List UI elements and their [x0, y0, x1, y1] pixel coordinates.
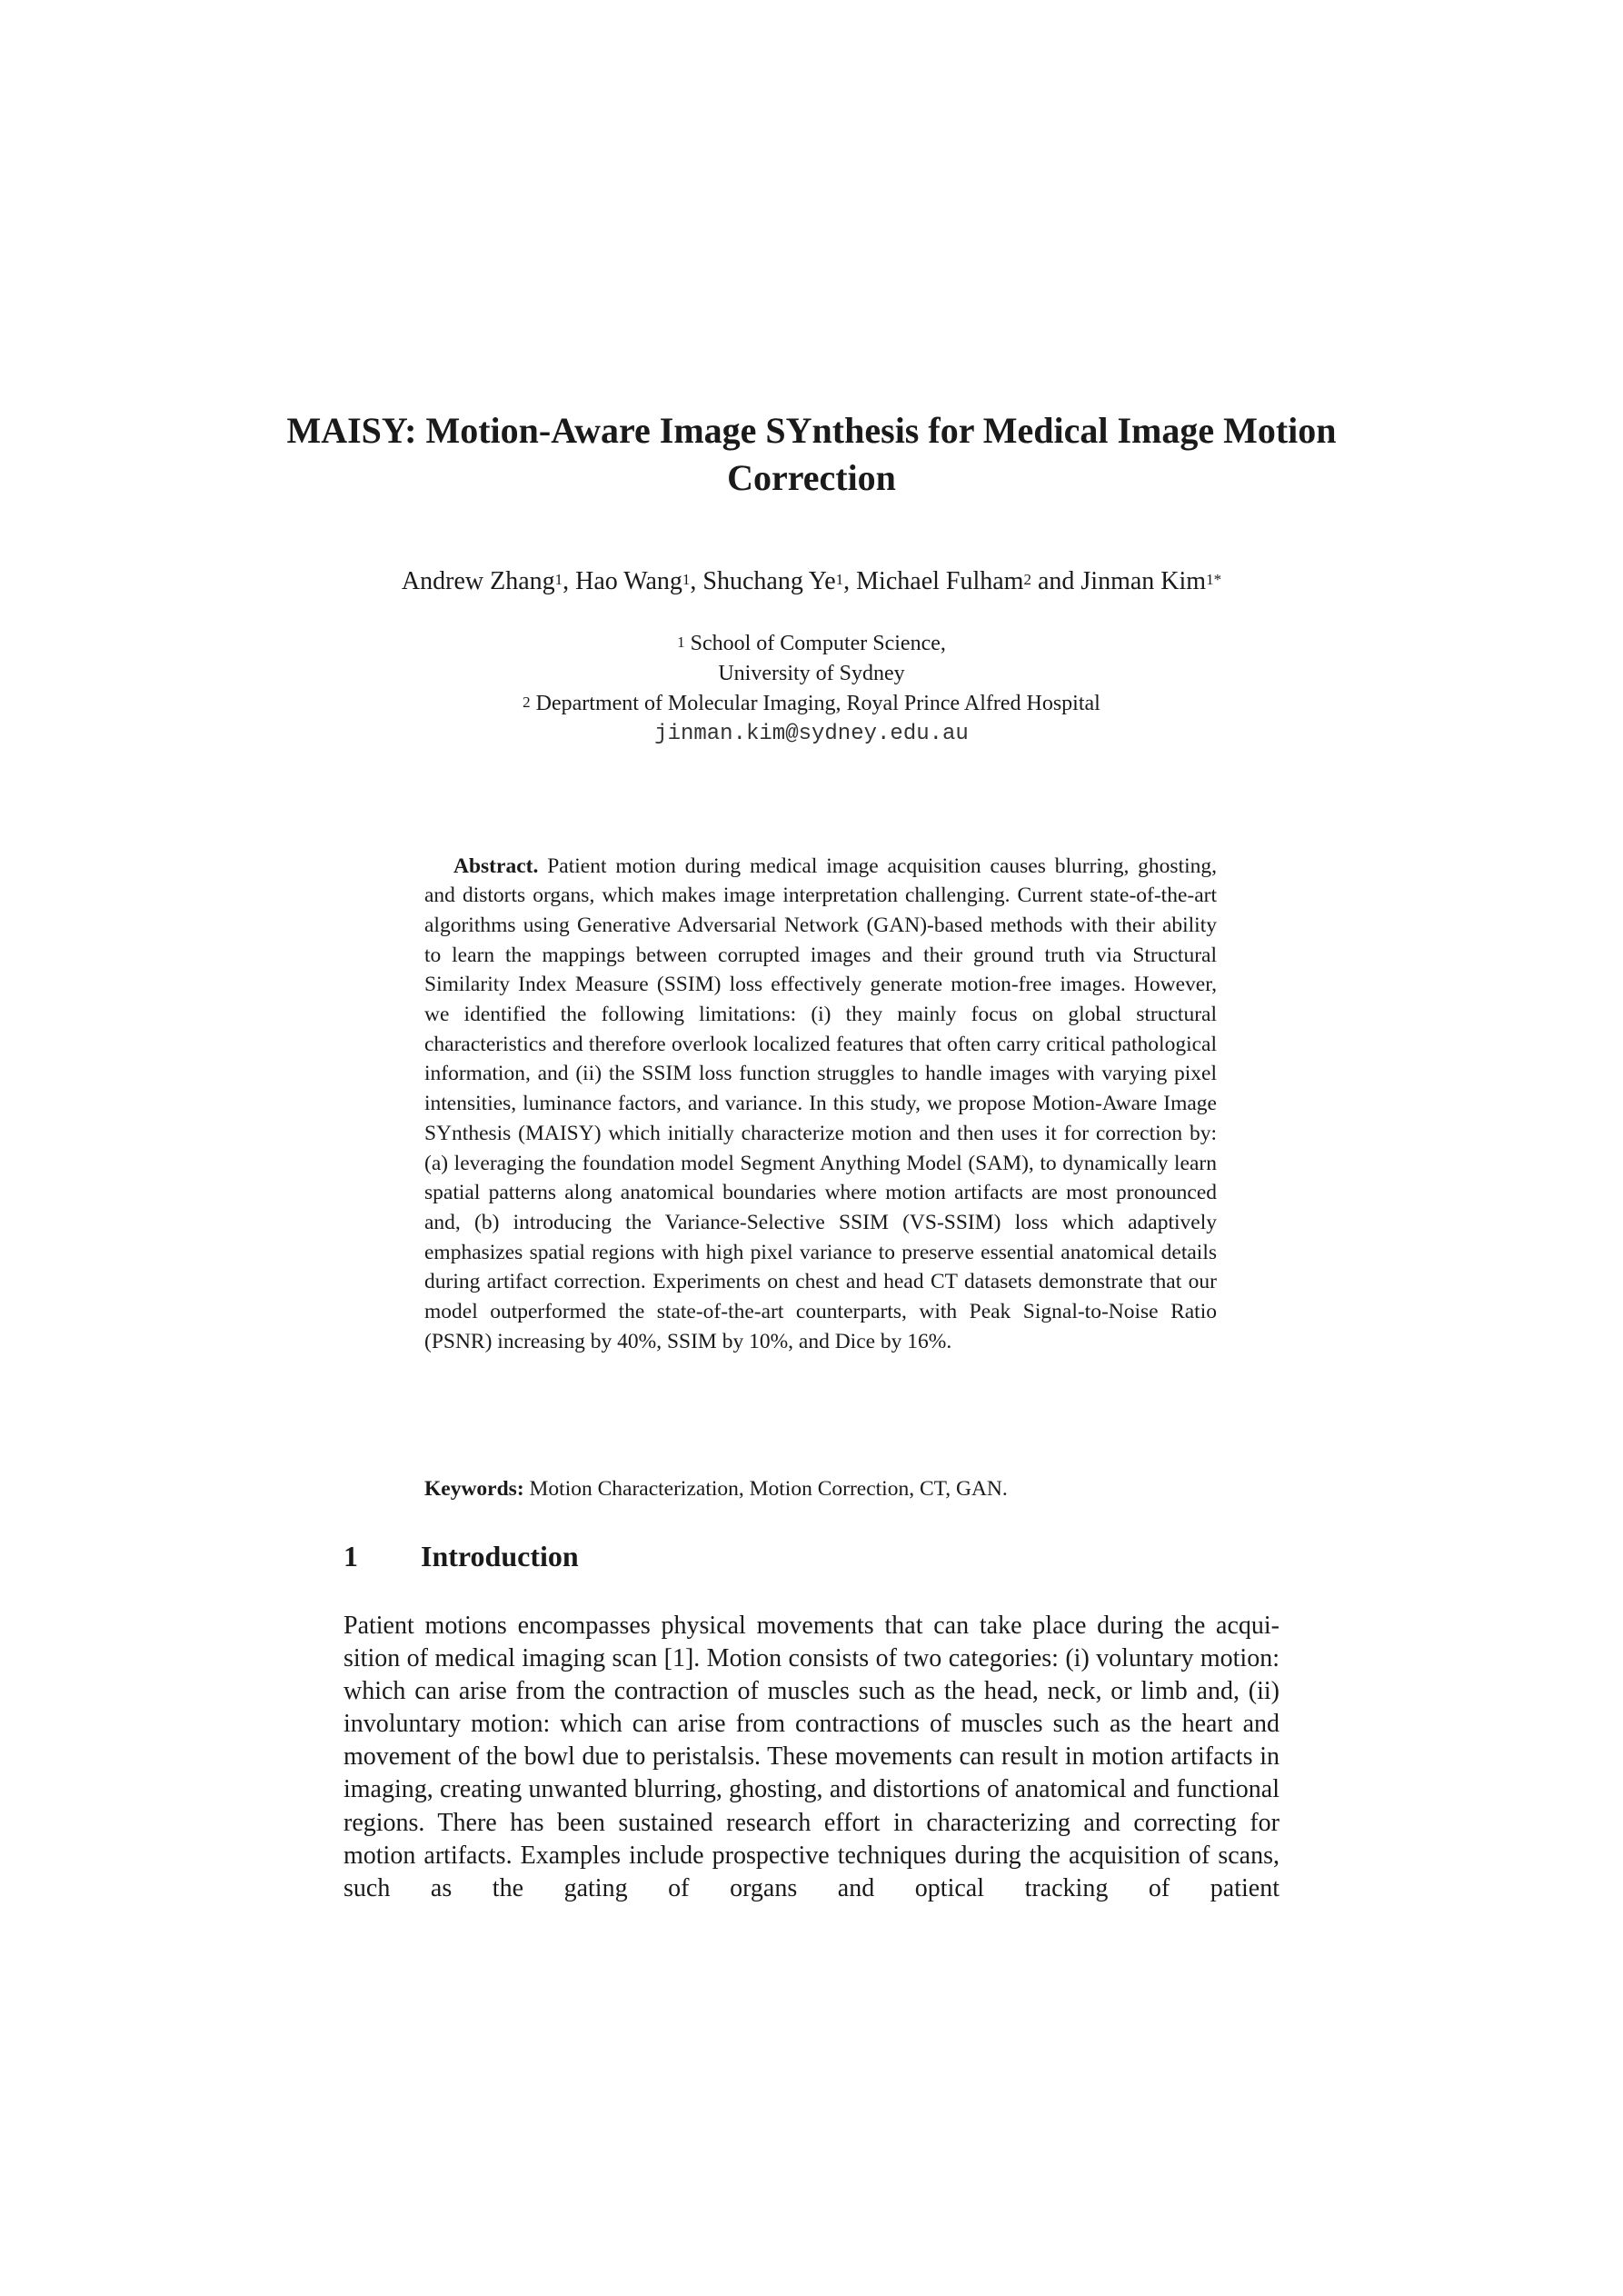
- affiliation-line: $^1$ School of Computer Science,: [677, 632, 946, 655]
- author-affiliation-mark: 1: [835, 571, 844, 588]
- author: Michael Fulham$^2$ and: [856, 567, 1081, 595]
- affiliation-line: University of Sydney: [718, 662, 905, 685]
- author: Hao Wang$^1$,: [575, 567, 703, 595]
- author-list: [273, 565, 1350, 598]
- affiliation-line: $^2$ Department of Molecular Imaging, Royal Prince Alfred Hospital: [523, 692, 1100, 715]
- section-title: Introduction: [421, 1540, 579, 1572]
- section-number: 1: [344, 1540, 358, 1572]
- keywords: [424, 1474, 1217, 1503]
- introduction-body: Patient motions encompasses physical movements that can take place during the acquisition of medical imaging scan [1]. Motion consists of two categories: (i) voluntary motion: which can arise from the contraction of muscles such as the head, neck, or limb and, (ii) involuntary motion: which can arise from contractions of muscles such as the heart and movement of the bowl due to peristalsis. These movements can result in motion artifacts in imaging, creating unwanted blurring, ghosting, and distortions of anatomical and functional regions. There has been sustained research effort in characterizing and correcting for motion artifacts. Examples include prospective techniques during the acquisition of scans, such as the gating of organs and optical tracking of patient: [344, 1612, 1279, 1902]
- keywords-label: Keywords:: [424, 1476, 524, 1501]
- paper-title: MAISY: Motion-Aware Image SYnthesis for Medical Image Motion Correction: [286, 410, 1337, 498]
- author-affiliation-mark: 1: [682, 571, 691, 588]
- section-heading-introduction: [344, 1538, 579, 1574]
- abstract: [424, 852, 1217, 1357]
- author: Shuchang Ye$^1$,: [702, 567, 857, 595]
- abstract-label: Abstract.: [453, 854, 539, 878]
- author: Andrew Zhang$^1$,: [401, 567, 576, 595]
- abstract-text: Patient motion during medical image acquisition causes blurring, ghosting, and distorts organs, which makes image interpretation challenging. Current state-of-the-art algorithms using Generative Adversarial Network (GAN)-based methods with their ability to learn the mappings between corrupted images and their ground truth via Structural Similarity Index Measure (SSIM) loss effectively generate motion-free images. However, we identified the following limitations: (i) they mainly focus on global structural characteristics and therefore overlook localized features that often carry critical pathological information, and (ii) the SSIM loss function struggles to handle images with varying pixel intensities, luminance factors, and variance. In this study, we propose Motion-Aware Image SYnthesis (MAISY) which initially characterize motion and then uses it for correction by: (a) leveraging the foundation model Segment Anything Model (SAM), to dynamically learn spatial patterns along anatomical boundaries where motion artifacts are most pronounced and, (b) introducing the Variance-Selective SSIM (VS-SSIM) loss which adaptively emphasizes spatial regions with high pixel variance to preserve essential anatomical details during artifact correction. Experiments on chest and head CT datasets demonstrate that our model outperformed the state-of-the-art counterparts, with Peak Signal-to-Noise Ratio (PSNR) increasing by 40%, SSIM by 10%, and Dice by 16%.: [424, 854, 1218, 1353]
- author: Jinman Kim$^{1*}$: [1080, 567, 1222, 595]
- affiliations: [273, 629, 1350, 749]
- author-affiliation-mark: 1*: [1206, 571, 1222, 588]
- keywords-text: Motion Characterization, Motion Correction, CT, GAN.: [529, 1476, 1008, 1501]
- author-affiliation-mark: 2: [1023, 571, 1031, 588]
- author-affiliation-mark: 1: [554, 571, 563, 588]
- contact-email: jinman.kim@sydney.edu.au: [654, 722, 969, 746]
